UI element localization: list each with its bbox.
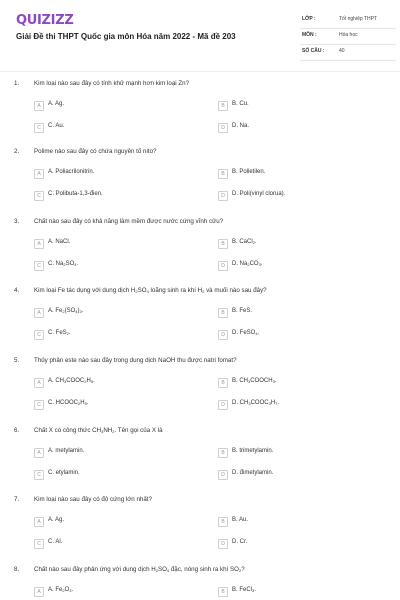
option-letter-box[interactable]: A bbox=[34, 517, 44, 527]
option-letter-box[interactable]: B bbox=[218, 448, 228, 458]
option-text: A. $Fe_2(SO_4)_3$. bbox=[48, 308, 84, 314]
option-letter-box[interactable]: A bbox=[34, 587, 44, 597]
meta-count-label: SỐ CÂU : bbox=[302, 48, 325, 54]
option-letter-box[interactable]: D bbox=[218, 330, 228, 340]
question-number: 6. bbox=[14, 427, 20, 434]
question-text: Thủy phân este nào sau đây trong dung dịch NaOH thu được natri fomat? bbox=[34, 357, 237, 364]
question-number: 4. bbox=[14, 287, 20, 294]
meta-subject-label: MÔN : bbox=[302, 32, 317, 38]
meta-count-value: 40 bbox=[339, 48, 345, 54]
option-letter-box[interactable]: C bbox=[34, 470, 44, 480]
question-text: Chất X có công thức $CH_3NH_2$. Tên gọi của X là bbox=[34, 427, 163, 434]
option-text: D. Poli(vinyl clorua). bbox=[232, 191, 286, 197]
option-letter-box[interactable]: D bbox=[218, 400, 228, 410]
question-text: Chất nào sau đây có khả năng làm mềm được nước cứng vĩnh cửu? bbox=[34, 218, 224, 225]
option-text: D. $Na_2CO_3$. bbox=[232, 261, 263, 267]
option-letter-box[interactable]: B bbox=[218, 308, 228, 318]
question-text: Kim loại nào sau đây có độ cứng lớn nhất? bbox=[34, 496, 152, 503]
option-text: A. $CH_3COOC_2H_5$. bbox=[48, 378, 95, 384]
option-text: B. Polietilen. bbox=[232, 169, 266, 175]
option-letter-box[interactable]: B bbox=[218, 169, 228, 179]
question-text: Kim loại nào sau đây có tính khử mạnh hơn kim loại Zn? bbox=[34, 80, 190, 87]
option-letter-box[interactable]: C bbox=[34, 539, 44, 549]
option-letter-box[interactable]: D bbox=[218, 470, 228, 480]
meta-class-label: LỚP : bbox=[302, 16, 316, 22]
option-letter-box[interactable]: A bbox=[34, 448, 44, 458]
option-text: C. Au. bbox=[48, 123, 65, 129]
option-letter-box[interactable]: B bbox=[218, 239, 228, 249]
question-text: Kim loại Fe tác dụng với dung dịch $H_2SO_4$ loãng sinh ra khí $H_2$ và muối nào sau đây? bbox=[34, 287, 267, 294]
option-text: C. Polibuta-1,3-đien. bbox=[48, 191, 103, 197]
option-text: C. $Na_2SO_4$. bbox=[48, 261, 79, 267]
question-number: 5. bbox=[14, 357, 20, 364]
question-text: Polime nào sau đây có chứa nguyên tố nito? bbox=[34, 148, 157, 155]
option-letter-box[interactable]: D bbox=[218, 539, 228, 549]
option-text: B. $CH_3COOCH_3$. bbox=[232, 378, 277, 384]
option-text: D. Na. bbox=[232, 123, 250, 129]
option-letter-box[interactable]: B bbox=[218, 587, 228, 597]
header-divider bbox=[0, 71, 400, 72]
meta-count bbox=[300, 45, 396, 61]
option-text: B. FeCl$_3$. bbox=[232, 587, 256, 593]
question-number: 7. bbox=[14, 496, 20, 503]
option-letter-box[interactable]: A bbox=[34, 378, 44, 388]
option-text: A. NaCl. bbox=[48, 239, 71, 245]
question-number: 2. bbox=[14, 148, 20, 155]
option-text: A. Ag. bbox=[48, 517, 65, 523]
page-header bbox=[0, 0, 400, 67]
option-letter-box[interactable]: D bbox=[218, 191, 228, 201]
option-text: A. metylamin. bbox=[48, 448, 85, 454]
option-letter-box[interactable]: A bbox=[34, 239, 44, 249]
quizizz-logo: QUIZIZZ bbox=[16, 13, 74, 28]
option-letter-box[interactable]: A bbox=[34, 169, 44, 179]
option-letter-box[interactable]: B bbox=[218, 378, 228, 388]
option-text: D. đimetylamin. bbox=[232, 470, 274, 476]
option-letter-box[interactable]: C bbox=[34, 123, 44, 133]
option-text: B. FeS. bbox=[232, 308, 253, 314]
option-letter-box[interactable]: C bbox=[34, 261, 44, 271]
question-text: Chất nào sau đây phản ứng với dung dịch $H_2SO_4$ đặc, nóng sinh ra khí $SO_2$? bbox=[34, 566, 245, 573]
option-letter-box[interactable]: B bbox=[218, 517, 228, 527]
option-text: C. $HCOOC_2H_5$. bbox=[48, 400, 89, 406]
question-number: 1. bbox=[14, 80, 20, 87]
option-text: D. FeSO$_4$. bbox=[232, 330, 260, 336]
option-letter-box[interactable]: C bbox=[34, 191, 44, 201]
option-letter-box[interactable]: C bbox=[34, 400, 44, 410]
meta-subject bbox=[300, 29, 396, 45]
option-text: C. Al. bbox=[48, 539, 63, 545]
option-text: C. FeS$_2$. bbox=[48, 330, 71, 336]
meta-class-value: Tốt nghiệp THPT bbox=[339, 16, 377, 22]
question-number: 8. bbox=[14, 566, 20, 573]
option-text: D. $CH_3COOC_3H_7$. bbox=[232, 400, 280, 406]
option-text: A. Ag. bbox=[48, 101, 65, 107]
page-title: Giải Đề thi THPT Quốc gia môn Hóa năm 2022 - Mã đề 203 bbox=[16, 32, 236, 41]
meta-subject-value: Hóa học bbox=[339, 32, 358, 38]
option-text: D. Cr. bbox=[232, 539, 248, 545]
option-letter-box[interactable]: C bbox=[34, 330, 44, 340]
option-text: A. $Fe_2O_3$. bbox=[48, 587, 74, 593]
option-letter-box[interactable]: B bbox=[218, 101, 228, 111]
option-letter-box[interactable]: A bbox=[34, 101, 44, 111]
option-letter-box[interactable]: D bbox=[218, 261, 228, 271]
option-text: A. Poliacrilonitrin. bbox=[48, 169, 95, 175]
option-text: B. trimetylamin. bbox=[232, 448, 274, 454]
option-text: C. etylamin. bbox=[48, 470, 80, 476]
option-letter-box[interactable]: A bbox=[34, 308, 44, 318]
meta-class bbox=[300, 13, 396, 29]
option-text: B. Cu. bbox=[232, 101, 249, 107]
question-number: 3. bbox=[14, 218, 20, 225]
option-text: B. CaCl$_2$. bbox=[232, 239, 257, 245]
option-letter-box[interactable]: D bbox=[218, 123, 228, 133]
option-text: B. Au. bbox=[232, 517, 249, 523]
